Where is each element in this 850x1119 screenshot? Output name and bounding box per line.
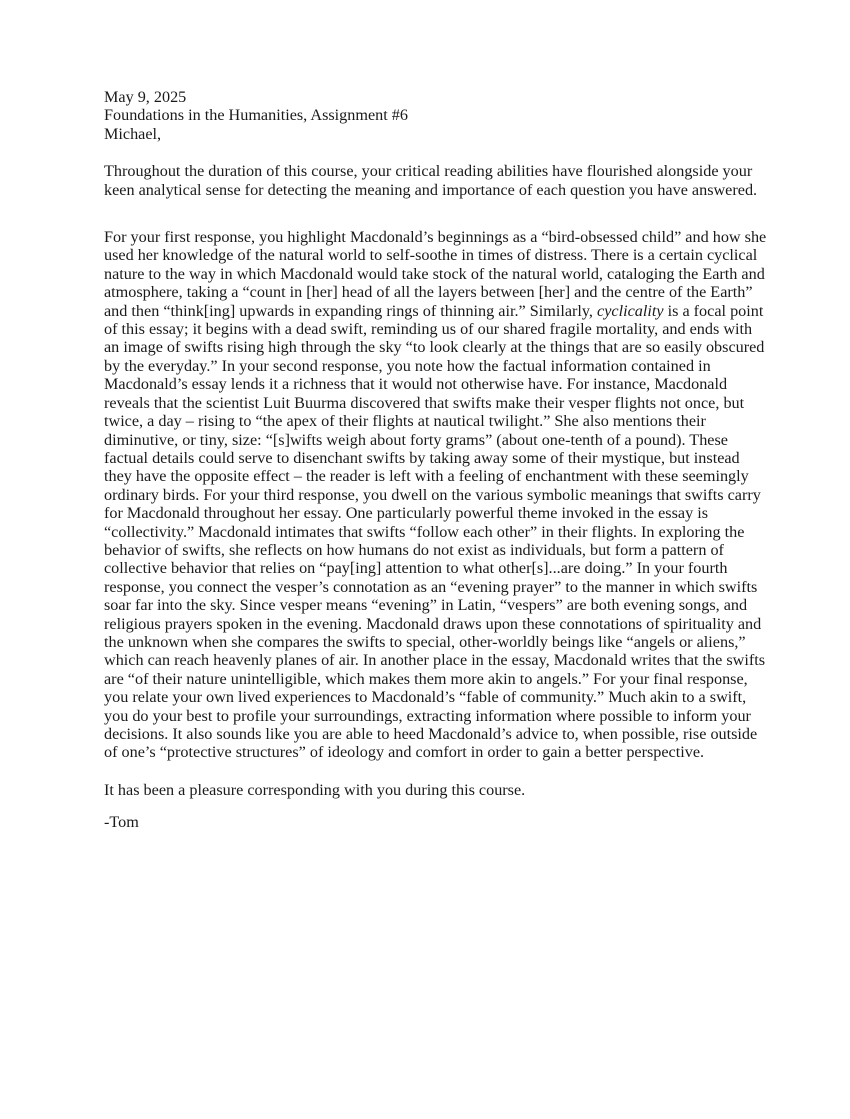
course-title: Foundations in the Humanities, Assignment #6: [104, 106, 408, 125]
signature: -Tom: [104, 813, 139, 832]
letter-date: May 9, 2025: [104, 88, 187, 106]
salutation: Michael,: [104, 124, 162, 143]
body-text-part-1: For your first response, you highlight Macdonald’s beginnings as a “bird-obsessed child” and how she used her knowledge of the natural world to self-soothe in times of distress. There is a certain cyclical nature to the way in which Macdonald would take stock of the natural world, cataloging the Earth and atmosphere, taking a “count in [her] head of all the layers between [her] and the centre of the Earth” and then “think[ing] upwards in expanding rings of thinning air.” Similarly,: [104, 228, 767, 320]
body-paragraph: [104, 228, 768, 762]
emphasis-cyclicality: cyclicality: [597, 301, 664, 320]
intro-paragraph: Throughout the duration of this course, your critical reading abilities have flourished alongside your keen analytical sense for detecting the meaning and importance of each question you have answered.: [104, 162, 758, 199]
body-text-part-2: is a focal point of this essay; it begins with a dead swift, reminding us of our shared fragile mortality, and ends with an image of swifts rising high through the sky “to look clearly at the things that are so easily obscured by the everyday.” In your second response, you note how the factual information contained in Macdonald’s essay lends it a richness that it would not otherwise have. For instance, Macdonald reveals that the scientist Luit Buurma discovered that swifts make their vesper flights not once, but twice, a day – rising to “the apex of their flights at nautical twilight.” She also mentions their diminutive, or tiny, size: “[s]wifts weigh about forty grams” (about one-tenth of a pound). These factual details could serve to disenchant swifts by taking away some of their mystique, but instead they have the opposite effect – the reader is left with a feeling of enchantment with these seemingly ordinary birds. For your third response, you dwell on the various symbolic meanings that swifts carry for Macdonald throughout her essay. One particularly powerful theme invoked in the essay is “collectivity.” Macdonald intimates that swifts “follow each other” in their flights. In exploring the behavior of swifts, she reflects on how humans do not exist as individuals, but form a pattern of collective behavior that relies on “pay[ing] attention to what other[s]...are doing.” In your fourth response, you connect the vesper’s connotation as an “evening prayer” to the manner in which swifts soar far into the sky. Since vesper means “evening” in Latin, “vespers” are both evening songs, and religious prayers spoken in the evening. Macdonald draws upon these connotations of spirituality and the unknown when she compares the swifts to special, other-worldly beings like “angels or aliens,” which can reach heavenly planes of air. In another place in the essay, Macdonald writes that the swifts are “of their nature unintelligible, which makes them more akin to angels.” For your final response, you relate your own lived experiences to Macdonald’s “fable of community.” Much akin to a swift, you do your best to profile your surroundings, extracting information where possible to inform your decisions. It also sounds like you are able to heed Macdonald’s advice to, when possible, rise outside of one’s “protective structures” of ideology and comfort in order to gain a better perspective.: [104, 301, 766, 762]
closing-line: It has been a pleasure corresponding with you during this course.: [104, 780, 526, 799]
letter: [104, 88, 768, 832]
